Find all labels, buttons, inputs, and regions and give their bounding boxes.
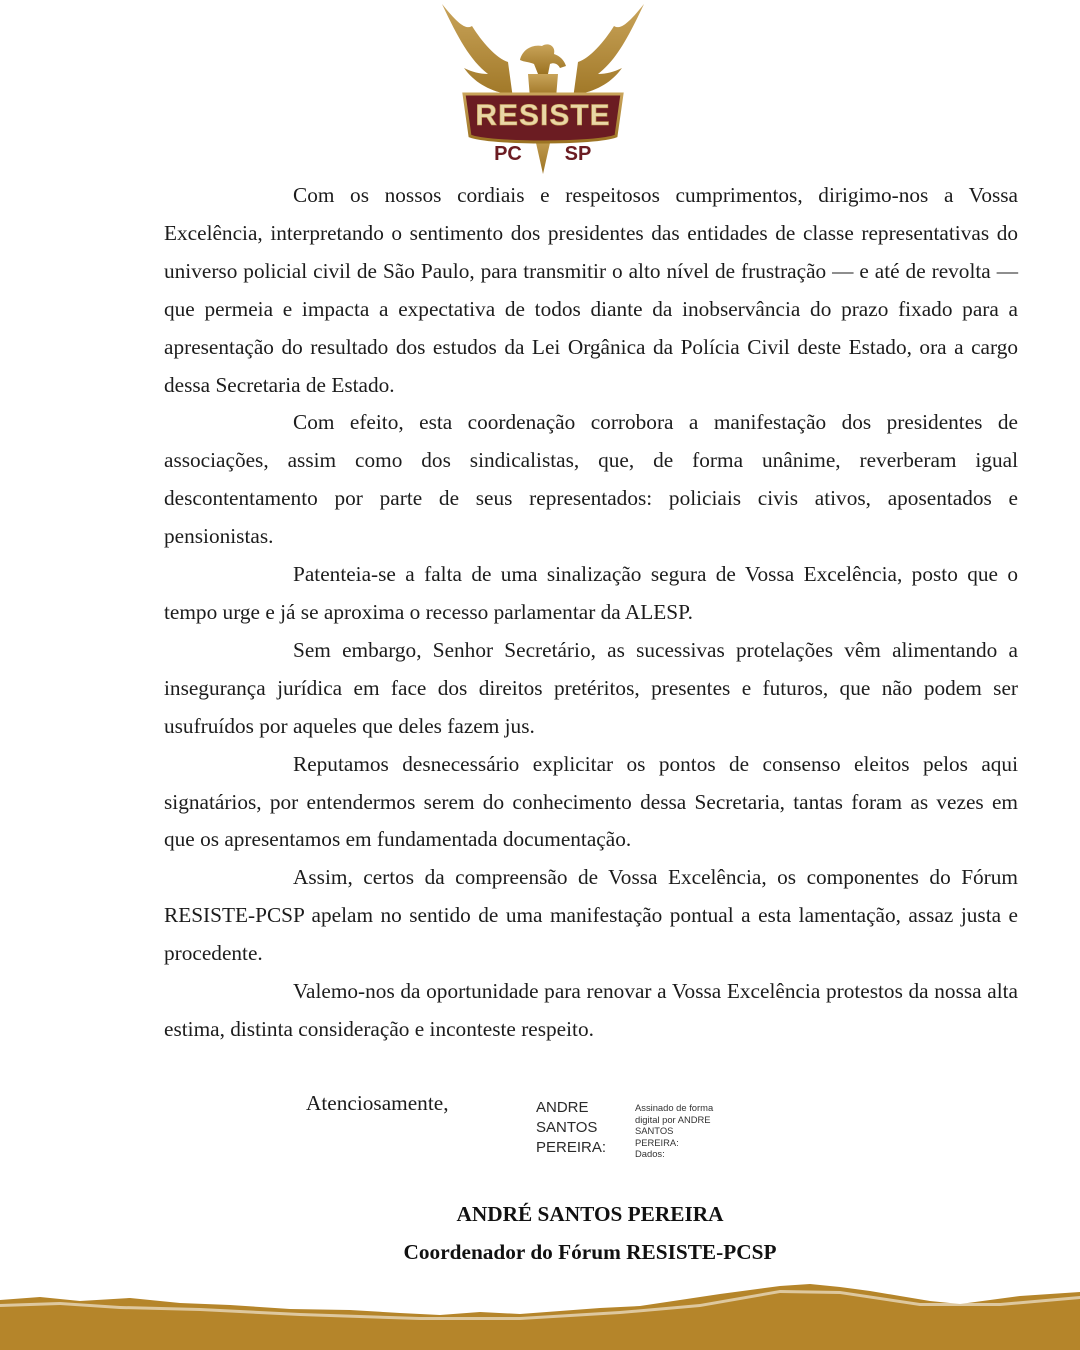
logo-left-word: PC: [494, 143, 522, 165]
signature-name-line: ANDRE: [536, 1099, 589, 1116]
logo-right-word: SP: [564, 143, 592, 165]
paragraph: Assim, certos da compreensão de Vossa Excelência, os componentes do Fórum RESISTE-PCSP apelam no sentido de uma manifestação pontual a esta lamentação, assaz justa e procedente.: [164, 865, 1018, 966]
signer-role: Coordenador do Fórum RESISTE-PCSP: [403, 1240, 777, 1264]
signature-note-line: Assinado de forma: [635, 1102, 714, 1113]
resiste-pcsp-logo: [436, 2, 650, 178]
eagle-icon: [442, 4, 644, 174]
signature-name-line: SANTOS: [536, 1119, 598, 1136]
signature-note-line: SANTOS: [635, 1125, 674, 1136]
paragraph: Com os nossos cordiais e respeitosos cumprimentos, dirigimo-nos a Vossa Excelência, interpretando o sentimento dos presidentes das entidades de classe representativas do universo policial civil de São Paulo, para transmitir o alto nível de frustração — e até de revolta — que permeia e impacta a expectativa de todos diante da inobservância do prazo fixado para a apresentação do resultado dos estudos da Lei Orgânica da Polícia Civil deste Estado, ora a cargo dessa Secretaria de Estado.: [164, 183, 1018, 397]
signature-note-line: Dados:: [635, 1148, 665, 1159]
paragraph: Valemo-nos da oportunidade para renovar a Vossa Excelência protestos da nossa alta estima, distinta consideração e inconteste respeito.: [164, 979, 1018, 1041]
digital-signature-note: [635, 1102, 727, 1160]
paragraph: Reputamos desnecessário explicitar os pontos de consenso eleitos pelos aqui signatários, por entendermos serem do conhecimento dessa Secretaria, tantas foram as vezes em que os apresentamos em fundamentada documentação.: [164, 751, 1018, 852]
digital-signature-name: [536, 1098, 622, 1158]
paragraph: Patenteia-se a falta de uma sinalização segura de Vossa Excelência, posto que o tempo urge e já se aproxima o recesso parlamentar da ALESP.: [164, 562, 1018, 624]
signature-name-line: PEREIRA:: [536, 1139, 607, 1156]
signature-note-line: digital por ANDRE: [635, 1113, 711, 1125]
paragraph: Sem embargo, Senhor Secretário, as sucessivas protelações vêm alimentando a insegurança jurídica em face dos direitos pretéritos, presentes e futuros, que não podem ser usufruídos por aqueles que deles fazem jus.: [164, 637, 1018, 738]
signature-note-line: PEREIRA:: [635, 1136, 679, 1148]
closing-salutation: Atenciosamente,: [306, 1091, 449, 1115]
footer-torn-edge: [0, 1270, 1080, 1350]
signer-name: ANDRÉ SANTOS PEREIRA: [456, 1202, 724, 1226]
paragraph: Com efeito, esta coordenação corrobora a manifestação dos presidentes de associações, assim como dos sindicalistas, que, de forma unânime, reverberam igual descontentamento por parte de seus representados: policiais civis ativos, aposentados e pensionistas.: [164, 410, 1018, 549]
letter-body: [164, 177, 1018, 1049]
logo-title: RESISTE: [475, 99, 611, 132]
